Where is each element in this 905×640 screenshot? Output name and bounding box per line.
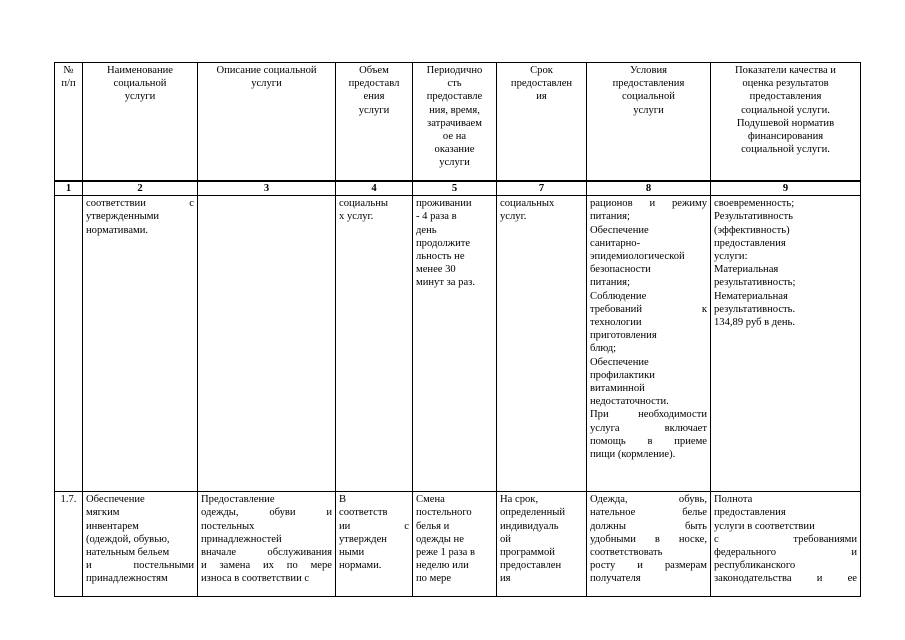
cell-text-line: предоставлен: [510, 78, 573, 90]
cell-text-line: ния, время,: [429, 104, 480, 116]
cell-text-line: эпидемиологической: [590, 251, 685, 263]
cell-text-line: пищи (кормление).: [590, 449, 676, 461]
header-cell-term: [497, 63, 587, 182]
cell-text-line: При необходимости: [590, 409, 707, 421]
cell-text-line: неделю или: [416, 560, 469, 572]
cell-text-line: социальны: [339, 198, 389, 210]
cell-text-line: услуги: [251, 78, 282, 90]
cell-text-line: услуг.: [500, 211, 527, 223]
header-cell-volume: [336, 63, 413, 182]
cell-text-line: Обеспечение: [590, 224, 649, 236]
cell-text-line: услуги: [124, 91, 156, 103]
cell-text-line: инвентарем: [86, 520, 139, 532]
header-cell-number: [55, 63, 83, 182]
cell-text-line: Показатели качества и: [735, 65, 836, 76]
cell-text-line: социальной услуги.: [741, 104, 830, 116]
social-services-table: [54, 62, 861, 597]
cell-text-line: законодательства и ее: [714, 573, 857, 585]
cell-text-line: технологии: [590, 317, 642, 329]
cell-text-line: социальных: [500, 198, 555, 210]
header-cell-conditions: [587, 63, 711, 182]
header-cell-service-name: [83, 63, 198, 182]
cell-text-line: предоставления: [714, 507, 786, 519]
cell-conditions: [587, 196, 711, 492]
cell-text-line: износа в соответствии с: [201, 573, 310, 585]
cell-text-line: Подушевой норматив: [736, 117, 835, 129]
cell-text-line: Объем: [359, 65, 389, 76]
cell-service-description: [198, 196, 336, 492]
cell-text-line: социальной: [622, 91, 675, 103]
table-row: [55, 196, 861, 492]
cell-text-line: ными: [339, 547, 365, 559]
cell-text-line: предоставления: [749, 91, 822, 103]
cell-text-line: оказание: [434, 144, 475, 156]
cell-conditions: [587, 492, 711, 597]
cell-text-line: Обеспечение: [86, 494, 145, 506]
cell-quality-indicators: [711, 196, 861, 492]
cell-text-line: 1.7.: [60, 494, 77, 506]
cell-text-line: сть: [447, 78, 462, 90]
cell-text-line: Срок: [530, 65, 553, 76]
cell-text-line: финансирования: [747, 131, 824, 143]
cell-text-line: Условия: [629, 65, 668, 76]
cell-periodicity: [413, 492, 497, 597]
column-number: 1: [55, 181, 83, 196]
header-row: [55, 63, 861, 182]
cell-text-line: (эффективность): [714, 224, 790, 236]
cell-text-line: оценка результатов: [742, 78, 829, 90]
cell-quality-indicators: [711, 492, 861, 597]
cell-text-line: Одежда, обувь,: [590, 494, 707, 506]
cell-text-line: Предоставление: [201, 494, 275, 506]
cell-text-line: по мере: [416, 573, 452, 585]
cell-text-line: минут за раз.: [416, 277, 475, 289]
cell-text-line: предоставлен: [500, 560, 562, 572]
cell-text-line: помощь в приеме: [590, 435, 707, 447]
cell-volume: [336, 196, 413, 492]
cell-text-line: (одеждой, обувью,: [86, 533, 170, 545]
cell-number: [55, 196, 83, 492]
cell-text-line: услуги: [439, 157, 470, 169]
cell-text-line: питания;: [590, 277, 630, 289]
cell-text-line: должны быть: [590, 520, 707, 532]
cell-service-description: [198, 492, 336, 597]
cell-text-line: услуги:: [714, 251, 748, 263]
cell-text-line: федерального и: [714, 547, 857, 559]
cell-text-line: определенный: [500, 507, 566, 519]
cell-text-line: предоставления: [714, 237, 786, 249]
cell-text-line: нормами.: [339, 560, 382, 572]
cell-text-line: Результативность: [714, 211, 793, 223]
cell-text-line: Соблюдение: [590, 290, 647, 302]
cell-text-line: и постельными: [86, 560, 194, 572]
column-number: 4: [336, 181, 413, 196]
cell-text-line: ое на: [442, 131, 467, 143]
cell-text-line: витаминной: [590, 383, 645, 395]
cell-text-line: одежды, обуви и: [201, 507, 332, 519]
cell-text-line: ения: [363, 91, 385, 103]
column-number: 3: [198, 181, 336, 196]
column-number: 5: [413, 181, 497, 196]
cell-text-line: услуги: [358, 104, 390, 116]
cell-text-line: требований к: [590, 303, 707, 315]
cell-text-line: индивидуаль: [500, 520, 559, 532]
cell-text-line: предоставле: [426, 91, 483, 103]
cell-service-name: [83, 196, 198, 492]
cell-text-line: социальной услуги.: [741, 144, 830, 156]
cell-text-line: белья и: [416, 520, 450, 532]
cell-text-line: своевременность;: [714, 198, 795, 210]
cell-text-line: принадлежностям: [86, 573, 168, 585]
cell-text-line: нормативами.: [86, 224, 149, 236]
cell-text-line: Наименование: [107, 65, 173, 76]
cell-text-line: нательное белье: [590, 507, 707, 519]
cell-text-line: ия: [536, 91, 547, 103]
cell-text-line: Смена: [416, 494, 445, 506]
cell-text-line: - 4 раза в: [416, 211, 457, 223]
cell-text-line: реже 1 раза в: [416, 547, 476, 559]
cell-term: [497, 196, 587, 492]
cell-text-line: с требованиями: [714, 533, 857, 545]
cell-text-line: безопасности: [590, 264, 651, 276]
cell-text-line: питания;: [590, 211, 630, 223]
cell-text-line: предоставления: [612, 78, 685, 90]
cell-text-line: Обеспечение: [590, 356, 649, 368]
cell-text-line: соответствовать: [590, 547, 663, 559]
cell-text-line: вначале обслуживания: [201, 547, 332, 559]
cell-periodicity: [413, 196, 497, 492]
cell-text-line: услуги в соответствии: [714, 520, 815, 532]
cell-text-line: №: [63, 65, 74, 76]
cell-volume: [336, 492, 413, 597]
cell-text-line: росту и размерам: [590, 560, 707, 572]
column-number: 8: [587, 181, 711, 196]
column-number: 2: [83, 181, 198, 196]
cell-text-line: результативность;: [714, 277, 796, 289]
cell-text-line: услуги: [633, 104, 664, 116]
column-number-row: [55, 181, 861, 196]
cell-text-line: ой: [500, 533, 511, 545]
header-cell-service-description: [198, 63, 336, 182]
cell-text-line: профилактики: [590, 369, 655, 381]
cell-text-line: предоставл: [348, 78, 400, 90]
cell-text-line: 134,89 руб в день.: [714, 317, 796, 329]
cell-text-line: день: [416, 224, 437, 236]
cell-text-line: Описание социальной: [216, 65, 317, 76]
cell-text-line: утвержден: [339, 533, 387, 545]
cell-term: [497, 492, 587, 597]
cell-text-line: рационов и режиму: [590, 198, 707, 210]
cell-text-line: соответствии с: [86, 198, 194, 210]
cell-text-line: На срок,: [500, 494, 539, 506]
column-number: 9: [711, 181, 861, 196]
column-number: 7: [497, 181, 587, 196]
cell-text-line: проживании: [416, 198, 472, 210]
cell-text-line: постельных: [201, 520, 255, 532]
cell-text-line: социальной: [113, 78, 167, 90]
cell-text-line: приготовления: [590, 330, 657, 342]
cell-text-line: затрачиваем: [427, 117, 482, 129]
cell-text-line: получателя: [590, 573, 641, 585]
cell-text-line: республиканского: [714, 560, 796, 572]
cell-service-name: [83, 492, 198, 597]
cell-text-line: продолжите: [416, 237, 471, 249]
cell-text-line: принадлежностей: [201, 533, 282, 545]
cell-text-line: льность не: [416, 251, 465, 263]
cell-text-line: услуга включает: [590, 422, 707, 434]
cell-text-line: результативность.: [714, 303, 796, 315]
cell-text-line: Полнота: [714, 494, 753, 506]
cell-text-line: блюд;: [590, 343, 617, 355]
table-row: [55, 492, 861, 597]
cell-text-line: ии с: [339, 520, 409, 532]
cell-text-line: ия: [500, 573, 511, 585]
cell-text-line: В: [339, 494, 347, 506]
cell-text-line: недостаточности.: [590, 396, 669, 408]
cell-text-line: менее 30: [416, 264, 456, 276]
cell-text-line: и замена их по мере: [201, 560, 332, 572]
cell-text-line: Периодично: [426, 65, 483, 76]
cell-text-line: [201, 197, 332, 210]
header-cell-periodicity: [413, 63, 497, 182]
cell-text-line: санитарно-: [590, 237, 641, 249]
cell-text-line: постельного: [416, 507, 472, 519]
cell-text-line: мягким: [86, 507, 120, 519]
cell-text-line: [58, 197, 79, 210]
cell-text-line: Материальная: [714, 264, 779, 276]
cell-text-line: Нематериальная: [714, 290, 788, 302]
cell-text-line: п/п: [61, 78, 76, 90]
cell-text-line: х услуг.: [339, 211, 374, 223]
cell-text-line: программой: [500, 547, 555, 559]
header-cell-quality-indicators: [711, 63, 861, 182]
cell-text-line: соответств: [339, 507, 388, 519]
cell-text-line: одежды не: [416, 533, 464, 545]
cell-text-line: утвержденными: [86, 211, 160, 223]
cell-text-line: удобными в носке,: [590, 533, 707, 545]
cell-text-line: нательным бельем: [86, 547, 170, 559]
cell-number: [55, 492, 83, 597]
